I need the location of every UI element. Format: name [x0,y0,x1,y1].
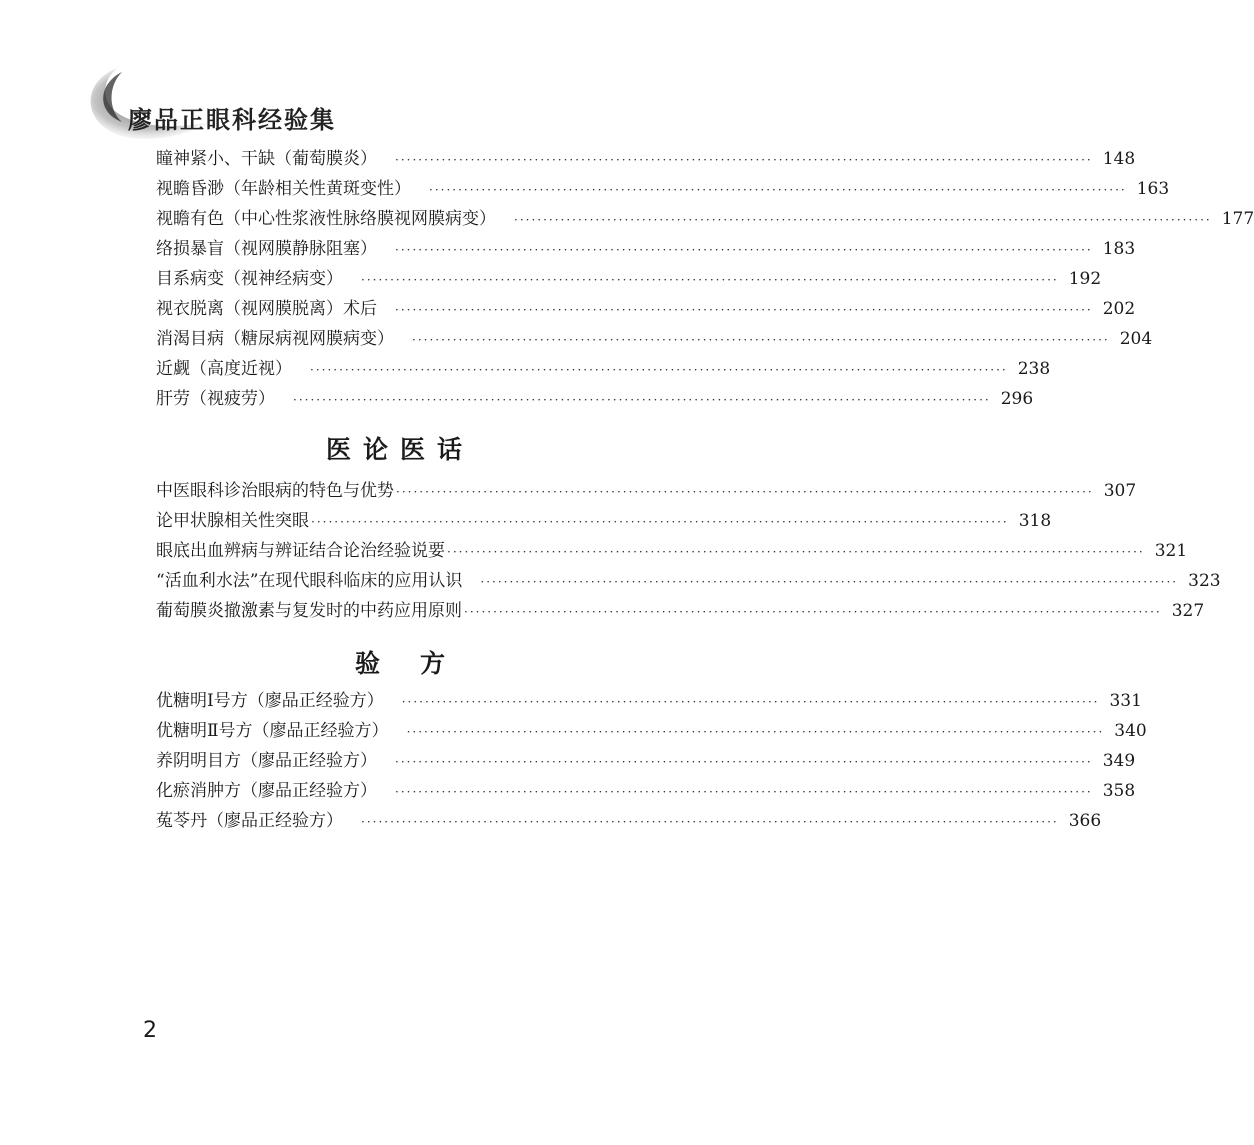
running-header [78,60,478,140]
toc-entry[interactable] [156,174,1170,204]
toc-entry-page: 238 [1017,359,1051,379]
dot-leader: ························································································································ [514,213,1212,227]
toc-entry-page: 340 [1114,721,1147,741]
toc-entry-title: 目系病变（视神经病变） [156,269,343,289]
dot-leader: ························································································································ [361,815,1059,829]
dot-leader: ························································································································ [401,695,1100,709]
toc-entry-page: 318 [1018,511,1052,531]
toc-entry-page: 202 [1102,299,1136,319]
dot-leader: ························································································································ [311,515,1009,529]
dot-leader: ························································································································ [293,393,991,407]
toc-list-prescriptions [156,686,1147,836]
toc-entry[interactable] [156,686,1142,716]
toc-list-essays [156,476,1221,626]
dot-leader: ························································································································ [310,363,1008,377]
toc-entry[interactable] [156,746,1136,776]
section-heading-prescriptions: 验方 [354,649,485,678]
toc-entry[interactable] [156,806,1102,836]
toc-entry-page: 331 [1109,691,1142,711]
toc-entry-title: 化瘀消肿方（廖品正经验方） [156,781,377,801]
toc-entry-page: 296 [1000,389,1034,409]
toc-entry[interactable] [156,384,1034,414]
dot-leader: ························································································································ [447,545,1145,559]
toc-entry[interactable] [156,536,1188,566]
toc-entry-page: 183 [1102,239,1136,259]
toc-entry-page: 163 [1136,179,1170,199]
dot-leader: ························································································································ [464,605,1162,619]
toc-entry-title: 消渴目病（糖尿病视网膜病变） [156,329,394,349]
dot-leader: ························································································································ [429,183,1127,197]
toc-entry[interactable] [156,204,1254,234]
toc-entry[interactable] [156,324,1153,354]
toc-entry[interactable] [156,506,1052,536]
toc-entry[interactable] [156,354,1051,384]
toc-entry-title: 论甲状腺相关性突眼 [156,511,309,531]
toc-entry[interactable] [156,294,1136,324]
section-heading-essays: 医论医话 [325,435,474,464]
toc-entry-page: 327 [1171,601,1205,621]
toc-entry-title: 视瞻有色（中心性浆液性脉络膜视网膜病变） [156,209,496,229]
dot-leader: ························································································································ [395,153,1093,167]
toc-entry-page: 204 [1119,329,1153,349]
dot-leader: ························································································································ [480,575,1179,589]
toc-entry-page: 358 [1102,781,1136,801]
toc-entry-title: 近觑（高度近视） [156,359,292,379]
toc-entry-title: 菟苓丹（廖品正经验方） [156,811,343,831]
dot-leader: ························································································································ [406,725,1105,739]
page-number: 2 [143,1018,157,1043]
dot-leader: ························································································································ [361,273,1059,287]
dot-leader: ························································································································ [395,303,1093,317]
toc-entry[interactable] [156,144,1136,174]
dot-leader: ························································································································ [396,485,1094,499]
toc-entry[interactable] [156,776,1136,806]
toc-entry-title: 优糖明Ⅱ号方（廖品正经验方） [156,721,389,741]
toc-entry-title: 视瞻昏渺（年龄相关性黄斑变性） [156,179,411,199]
toc-entry-page: 323 [1188,571,1221,591]
header-title: 廖品正眼科经验集 [128,105,336,134]
toc-entry-page: 349 [1102,751,1136,771]
dot-leader: ························································································································ [395,755,1093,769]
toc-entry[interactable] [156,716,1147,746]
toc-list-continued [156,144,1254,414]
toc-entry[interactable] [156,234,1136,264]
toc-entry-page: 192 [1068,269,1102,289]
toc-entry-title: 优糖明Ⅰ号方（廖品正经验方） [156,691,384,711]
toc-entry-page: 148 [1102,149,1136,169]
toc-entry[interactable] [156,566,1221,596]
toc-entry[interactable] [156,264,1102,294]
toc-entry-title: “活血利水法”在现代眼科临床的应用认识 [156,571,463,591]
toc-entry-title: 养阴明目方（廖品正经验方） [156,751,377,771]
toc-entry-title: 瞳神紧小、干缺（葡萄膜炎） [156,149,377,169]
toc-entry-title: 眼底出血辨病与辨证结合论治经验说要 [156,541,445,561]
toc-entry-title: 视衣脱离（视网膜脱离）术后 [156,299,377,319]
toc-entry-title: 肝劳（视疲劳） [156,389,275,409]
dot-leader: ························································································································ [395,785,1093,799]
toc-entry-page: 321 [1154,541,1188,561]
toc-entry-title: 络损暴盲（视网膜静脉阻塞） [156,239,377,259]
toc-entry-page: 366 [1068,811,1102,831]
toc-entry-page: 307 [1103,481,1137,501]
toc-entry-title: 中医眼科诊治眼病的特色与优势 [156,481,394,501]
toc-entry[interactable] [156,476,1137,506]
toc-entry[interactable] [156,596,1205,626]
toc-entry-page: 177 [1221,209,1254,229]
toc-entry-title: 葡萄膜炎撤激素与复发时的中药应用原则 [156,601,462,621]
dot-leader: ························································································································ [395,243,1093,257]
dot-leader: ························································································································ [412,333,1110,347]
